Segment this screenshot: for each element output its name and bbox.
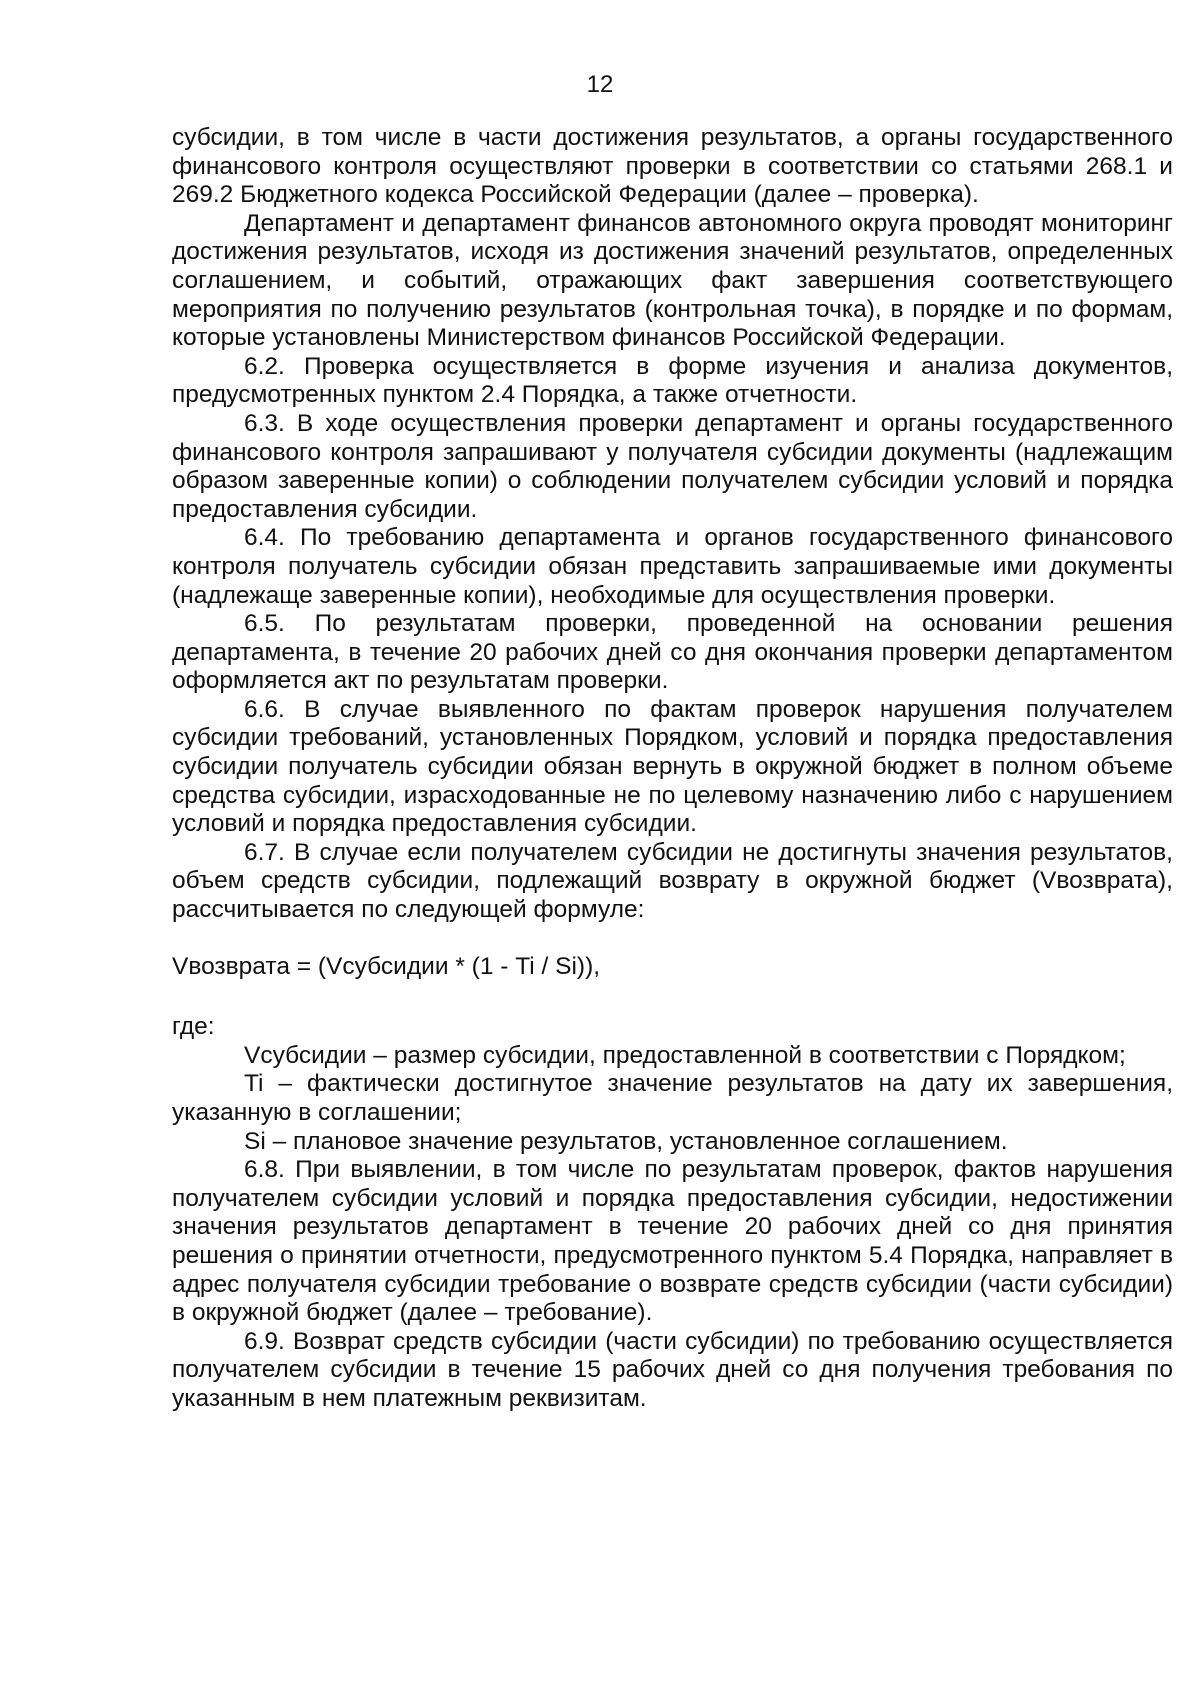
paragraph-6-2: 6.2. Проверка осуществляется в форме изучения и анализа документов, предусмотренных пунктом 2.4 Порядка, а также отчетности. xyxy=(172,352,1173,409)
definition-ti: Ti – фактически достигнутое значение результатов на дату их завершения, указанную в соглашении; xyxy=(172,1070,1173,1126)
document-body xyxy=(172,124,1173,1414)
paragraph-6-7: 6.7. В случае если получателем субсидии не достигнуты значения результатов, объем средств субсидии, подлежащий возврату в окружной бюджет (Vвозврата), рассчитывается по следующей формуле: xyxy=(172,838,1173,924)
page-number: 12 xyxy=(586,71,614,98)
paragraph-6-9: 6.9. Возврат средств субсидии (части субсидии) по требованию осуществляется получателем субсидии в течение 15 рабочих дней со дня получения требования по указанным в нем платежным реквизитам. xyxy=(172,1327,1173,1412)
paragraph-6-3: 6.3. В ходе осуществления проверки департамент и органы государственного финансового контроля запрашивают у получателя субсидии документы (надлежащим образом заверенные копии) о соблюдении получателем субсидии условий и порядка предоставления субсидии. xyxy=(172,409,1173,523)
paragraph-6-4: 6.4. По требованию департамента и органов государственного финансового контроля получатель субсидии обязан представить запрашиваемые ими документы (надлежаще заверенные копии), необходимые для осуществления проверки. xyxy=(172,524,1173,609)
paragraph-6-8: 6.8. При выявлении, в том числе по результатам проверок, фактов нарушения получателем субсидии условий и порядка предоставления субсидии, недостижении значения результатов департамент в течение 20 рабочих дней со дня принятия решения о принятии отчетности, предусмотренного пунктом 5.4 Порядка, направляет в адрес получателя субсидии требование о возврате средств субсидии (части субсидии) в окружной бюджет (далее – требование). xyxy=(172,1156,1173,1327)
definition-v-subsidy: Vсубсидии – размер субсидии, предоставленной в соответствии с Порядком; xyxy=(244,1041,1126,1069)
paragraph-continuation: субсидии, в том числе в части достижения результатов, а органы государственного финансового контроля осуществляют проверки в соответствии со статьями 268.1 и 269.2 Бюджетного кодекса Российской Федерации (далее – проверка). xyxy=(172,124,1173,209)
paragraph-6-6: 6.6. В случае выявленного по фактам проверок нарушения получателем субсидии требований, установленных Порядком, условий и порядка предоставления субсидии получатель субсидии обязан вернуть в окружной бюджет в полном объеме средства субсидии, израсходованные не по целевому назначению либо с нарушением условий и порядка предоставления субсидии. xyxy=(172,695,1173,838)
paragraph-monitoring: Департамент и департамент финансов автономного округа проводят мониторинг достижения результатов, исходя из достижения значений результатов, определенных соглашением, и событий, отражающих факт завершения соответствующего мероприятия по получению результатов (контрольная точка), в порядке и по формам, которые установлены Министерством финансов Российской Федерации. xyxy=(172,209,1173,352)
paragraph-6-5: 6.5. По результатам проверки, проведенной на основании решения департамента, в течение 20 рабочих дней со дня окончания проверки департаментом оформляется акт по результатам проверки. xyxy=(172,610,1173,695)
refund-formula: Vвозврата = (Vсубсидии * (1 - Ti / Si)), xyxy=(172,952,601,980)
where-label: где: xyxy=(172,1013,215,1041)
definition-si: Si – плановое значение результатов, установленное соглашением. xyxy=(244,1127,1008,1155)
